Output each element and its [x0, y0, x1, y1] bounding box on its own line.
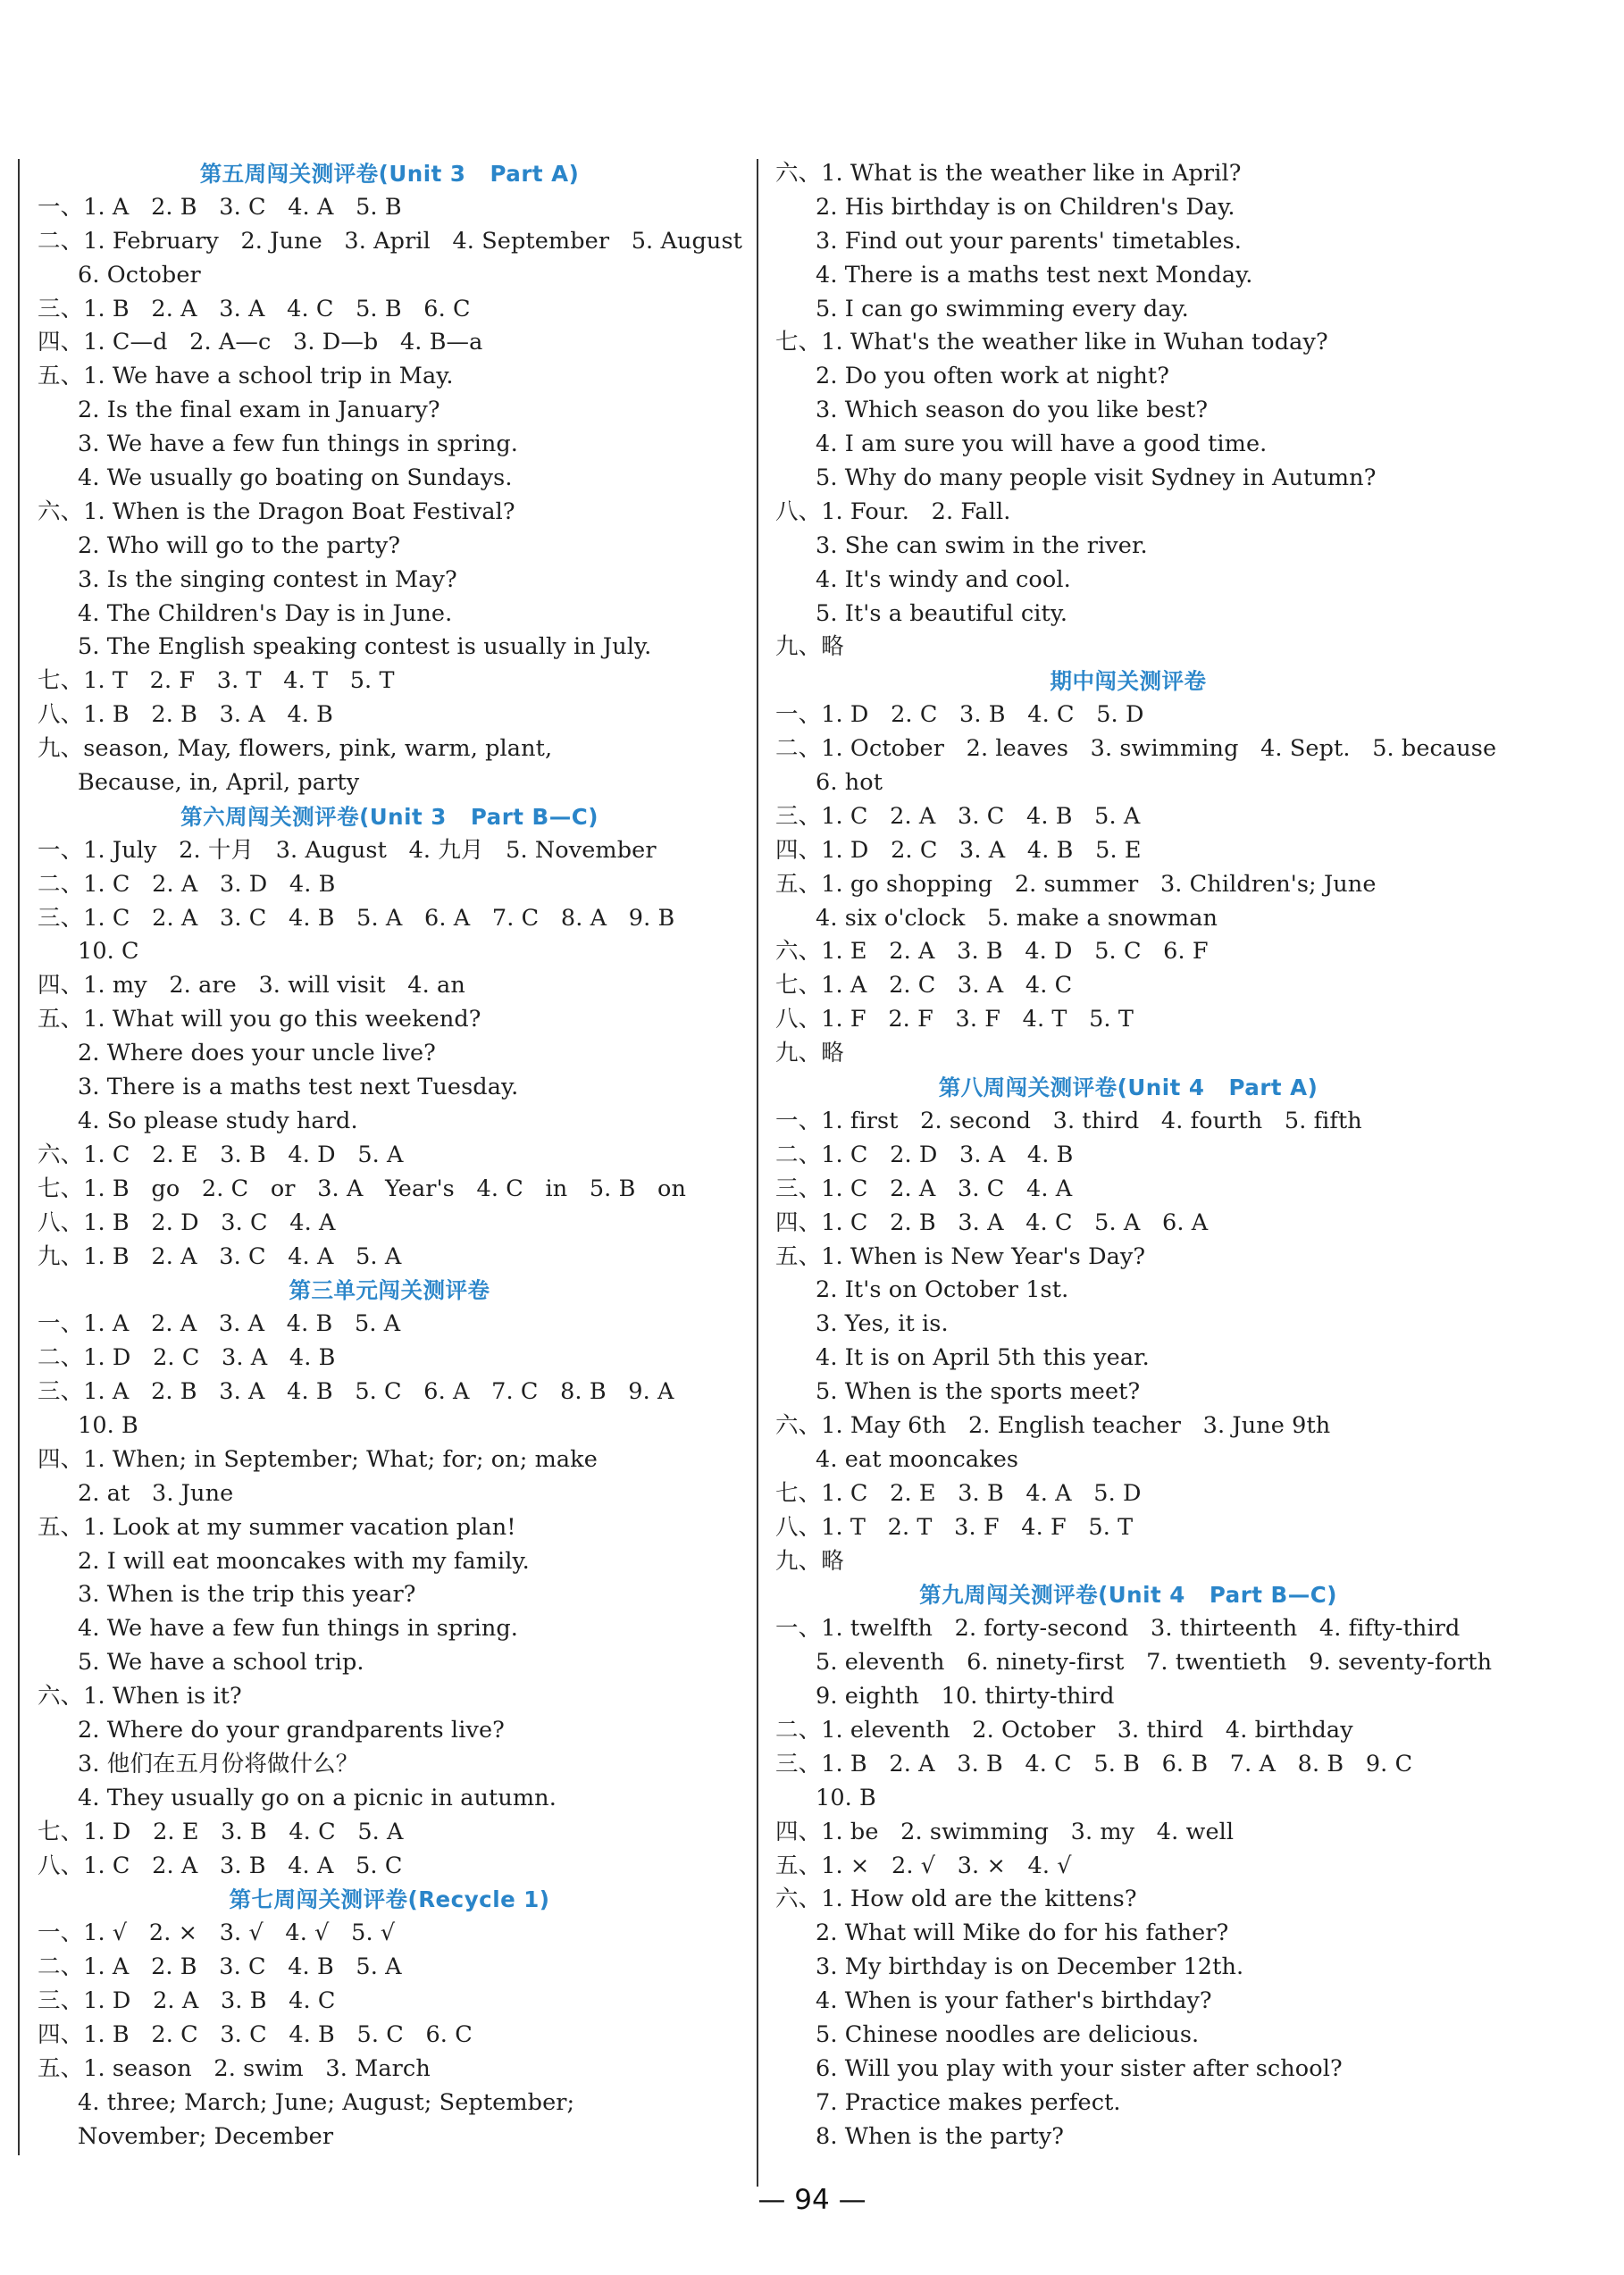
answer-line: 3. Yes, it is. — [816, 1310, 949, 1338]
section-title: 第三单元闯关测评卷 — [289, 1277, 490, 1304]
answer-line: 三、1. B 2. A 3. A 4. C 5. B 6. C — [38, 295, 471, 322]
answer-line: 4. six o'clock 5. make a snowman — [816, 904, 1218, 932]
answer-line: 四、1. C 2. B 3. A 4. C 5. A 6. A — [775, 1209, 1209, 1236]
page-number: — 94 — — [758, 2184, 866, 2216]
answer-line: 九、season, May, flowers, pink, warm, plant, — [38, 735, 553, 763]
answer-line: 二、1. February 2. June 3. April 4. September 5. August — [38, 227, 742, 255]
section-title: 第八周闯关测评卷(Unit 4 Part A) — [938, 1075, 1318, 1101]
answer-line: 3. Find out your parents' timetables. — [816, 227, 1243, 255]
answer-line: 2. Where does your uncle live? — [78, 1040, 436, 1067]
answer-line: 七、1. B go 2. C or 3. A Year's 4. C in 5. B on — [38, 1175, 687, 1202]
answer-line: 四、1. C—d 2. A—c 3. D—b 4. B—a — [38, 329, 483, 356]
right-column — [775, 157, 1497, 2154]
answer-line: 2. Where do your grandparents live? — [78, 1716, 505, 1744]
answer-line: 2. I will eat mooncakes with my family. — [78, 1547, 530, 1575]
answer-line: 10. B — [816, 1784, 876, 1811]
answer-line: 2. Is the final exam in January? — [78, 397, 440, 424]
answer-line: 2. His birthday is on Children's Day. — [816, 193, 1235, 221]
answer-line: 3. We have a few fun things in spring. — [78, 431, 519, 458]
answer-line: 五、1. Look at my summer vacation plan! — [38, 1513, 516, 1541]
answer-line: 一、1. twelfth 2. forty-second 3. thirteenth 4. fifty-third — [775, 1615, 1461, 1643]
answer-line: 八、1. Four. 2. Fall. — [775, 498, 1011, 525]
answer-line: 4. The Children's Day is in June. — [78, 599, 453, 627]
answer-line: 3. Which season do you like best? — [816, 397, 1209, 424]
answer-line: 四、1. my 2. are 3. will visit 4. an — [38, 972, 465, 999]
answer-line: 六、1. What is the weather like in April? — [775, 160, 1242, 187]
answer-line: 四、1. D 2. C 3. A 4. B 5. E — [775, 836, 1142, 864]
section-title: 第九周闯关测评卷(Unit 4 Part B—C) — [919, 1582, 1337, 1609]
answer-line: 九、1. B 2. A 3. C 4. A 5. A — [38, 1242, 402, 1270]
answer-line: 3. When is the trip this year? — [78, 1581, 416, 1609]
answer-line: 六、1. E 2. A 3. B 4. D 5. C 6. F — [775, 938, 1209, 966]
answer-line: 二、1. D 2. C 3. A 4. B — [38, 1344, 336, 1372]
answer-line: 4. eat mooncakes — [816, 1445, 1019, 1473]
answer-line: 二、1. October 2. leaves 3. swimming 4. Sept. 5. because — [775, 735, 1497, 763]
section-title: 第六周闯关测评卷(Unit 3 Part B—C) — [180, 803, 599, 830]
section-title: 期中闯关测评卷 — [1050, 668, 1207, 695]
answer-line: 三、1. C 2. A 3. C 4. B 5. A — [775, 802, 1141, 830]
answer-line: 4. When is your father's birthday? — [816, 1987, 1212, 2015]
section-title: 第五周闯关测评卷(Unit 3 Part A) — [199, 161, 580, 187]
answer-line: 八、1. B 2. B 3. A 4. B — [38, 701, 334, 729]
answer-line: November; December — [78, 2122, 334, 2150]
answer-line: 五、1. go shopping 2. summer 3. Children's; June — [775, 870, 1377, 898]
answer-line: 七、1. A 2. C 3. A 4. C — [775, 972, 1073, 999]
answer-line: 4. I am sure you will have a good time. — [816, 431, 1268, 458]
left-column — [38, 157, 741, 2154]
answer-line: 5. When is the sports meet? — [816, 1378, 1141, 1406]
answer-line: 四、1. When; in September; What; for; on; make — [38, 1445, 598, 1473]
answer-line: 3. My birthday is on December 12th. — [816, 1953, 1244, 1981]
answer-line: 10. B — [78, 1411, 138, 1439]
answer-line: 九、略 — [775, 633, 844, 661]
answer-line: 三、1. C 2. A 3. C 4. A — [775, 1175, 1073, 1202]
answer-line: 5. We have a school trip. — [78, 1649, 364, 1677]
answer-line: 一、1. A 2. A 3. A 4. B 5. A — [38, 1310, 401, 1338]
answer-line: 二、1. eleventh 2. October 3. third 4. birthday — [775, 1716, 1353, 1744]
answer-line: 一、1. D 2. C 3. B 4. C 5. D — [775, 701, 1144, 729]
answer-line: 2. What will Mike do for his father? — [816, 1920, 1229, 1947]
section-title: 第七周闯关测评卷(Recycle 1) — [229, 1886, 550, 1913]
answer-line: 五、1. We have a school trip in May. — [38, 363, 454, 390]
answer-line: 4. So please study hard. — [78, 1107, 358, 1134]
answer-line: 6. Will you play with your sister after school? — [816, 2054, 1343, 2082]
answer-line: 七、1. D 2. E 3. B 4. C 5. A — [38, 1818, 404, 1845]
answer-line: 八、1. C 2. A 3. B 4. A 5. C — [38, 1852, 403, 1879]
answer-line: 八、1. T 2. T 3. F 4. F 5. T — [775, 1513, 1134, 1541]
answer-line: 5. The English speaking contest is usually in July. — [78, 633, 652, 661]
answer-line: 六、1. When is the Dragon Boat Festival? — [38, 498, 515, 525]
column-divider — [757, 159, 758, 2187]
answer-line: 5. It's a beautiful city. — [816, 599, 1068, 627]
answer-line: 2. Do you often work at night? — [816, 363, 1170, 390]
answer-line: 八、1. B 2. D 3. C 4. A — [38, 1209, 336, 1236]
answer-line: 三、1. C 2. A 3. C 4. B 5. A 6. A 7. C 8. A 9. B — [38, 904, 675, 932]
answer-line: 3. Is the singing contest in May? — [78, 565, 457, 593]
answer-line: 5. I can go swimming every day. — [816, 295, 1189, 322]
answer-line: 七、1. T 2. F 3. T 4. T 5. T — [38, 667, 395, 695]
answer-line: 八、1. F 2. F 3. F 4. T 5. T — [775, 1006, 1134, 1033]
answer-line: 七、1. What's the weather like in Wuhan today? — [775, 329, 1328, 356]
answer-line: 五、1. When is New Year's Day? — [775, 1242, 1146, 1270]
answer-line: 六、1. May 6th 2. English teacher 3. June 9th — [775, 1411, 1331, 1439]
answer-line: 九、略 — [775, 1040, 844, 1067]
answer-line: 3. 他们在五月份将做什么？ — [78, 1750, 359, 1777]
answer-line: 4. They usually go on a picnic in autumn. — [78, 1784, 557, 1811]
answer-line: 6. hot — [816, 769, 883, 797]
answer-line: 5. eleventh 6. ninety-first 7. twentieth 9. seventy-forth — [816, 1649, 1493, 1677]
answer-line: 三、1. D 2. A 3. B 4. C — [38, 1987, 336, 2015]
answer-line: 5. Why do many people visit Sydney in Autumn? — [816, 464, 1377, 492]
answer-line: 8. When is the party? — [816, 2122, 1065, 2150]
answer-line: 3. She can swim in the river. — [816, 531, 1148, 559]
answer-line: 七、1. C 2. E 3. B 4. A 5. D — [775, 1479, 1142, 1507]
answer-line: 7. Practice makes perfect. — [816, 2088, 1121, 2116]
answer-line: 6. October — [78, 261, 201, 289]
answer-line: 一、1. July 2. 十月 3. August 4. 九月 5. November — [38, 836, 657, 864]
answer-line: 三、1. B 2. A 3. B 4. C 5. B 6. B 7. A 8. B 9. C — [775, 1750, 1413, 1777]
left-margin-rule — [18, 159, 20, 2155]
answer-line: 六、1. When is it? — [38, 1683, 242, 1710]
answer-line: 4. We usually go boating on Sundays. — [78, 464, 513, 492]
answer-line: 4. It is on April 5th this year. — [816, 1344, 1150, 1372]
answer-line: 一、1. √ 2. × 3. √ 4. √ 5. √ — [38, 1920, 396, 1947]
answer-line: 5. Chinese noodles are delicious. — [816, 2020, 1200, 2048]
answer-line: 四、1. be 2. swimming 3. my 4. well — [775, 1818, 1235, 1845]
answer-line: 9. eighth 10. thirty-third — [816, 1683, 1115, 1710]
answer-line: 3. There is a maths test next Tuesday. — [78, 1074, 519, 1101]
answer-line: 2. Who will go to the party? — [78, 531, 401, 559]
answer-line: 2. at 3. June — [78, 1479, 234, 1507]
answer-line: 三、1. A 2. B 3. A 4. B 5. C 6. A 7. C 8. B 9. A — [38, 1378, 674, 1406]
answer-line: 4. We have a few fun things in spring. — [78, 1615, 519, 1643]
answer-line: 4. There is a maths test next Monday. — [816, 261, 1253, 289]
answer-line: 六、1. How old are the kittens? — [775, 1886, 1137, 1913]
answer-line: 五、1. season 2. swim 3. March — [38, 2054, 431, 2082]
answer-line: 2. It's on October 1st. — [816, 1276, 1069, 1304]
answer-line: 4. It's windy and cool. — [816, 565, 1071, 593]
answer-line: 4. three; March; June; August; September; — [78, 2088, 575, 2116]
answer-line: 五、1. What will you go this weekend? — [38, 1006, 481, 1033]
answer-line: 九、略 — [775, 1547, 844, 1575]
answer-line: 二、1. C 2. A 3. D 4. B — [38, 870, 336, 898]
answer-line: Because, in, April, party — [78, 769, 360, 797]
answer-line: 一、1. first 2. second 3. third 4. fourth 5. fifth — [775, 1107, 1362, 1134]
answer-line: 四、1. B 2. C 3. C 4. B 5. C 6. C — [38, 2020, 473, 2048]
answer-line: 10. C — [78, 938, 139, 966]
answer-line: 一、1. A 2. B 3. C 4. A 5. B — [38, 193, 402, 221]
answer-line: 六、1. C 2. E 3. B 4. D 5. A — [38, 1141, 404, 1168]
answer-line: 二、1. C 2. D 3. A 4. B — [775, 1141, 1074, 1168]
answer-line: 五、1. × 2. √ 3. × 4. √ — [775, 1852, 1072, 1879]
answer-line: 二、1. A 2. B 3. C 4. B 5. A — [38, 1953, 402, 1981]
